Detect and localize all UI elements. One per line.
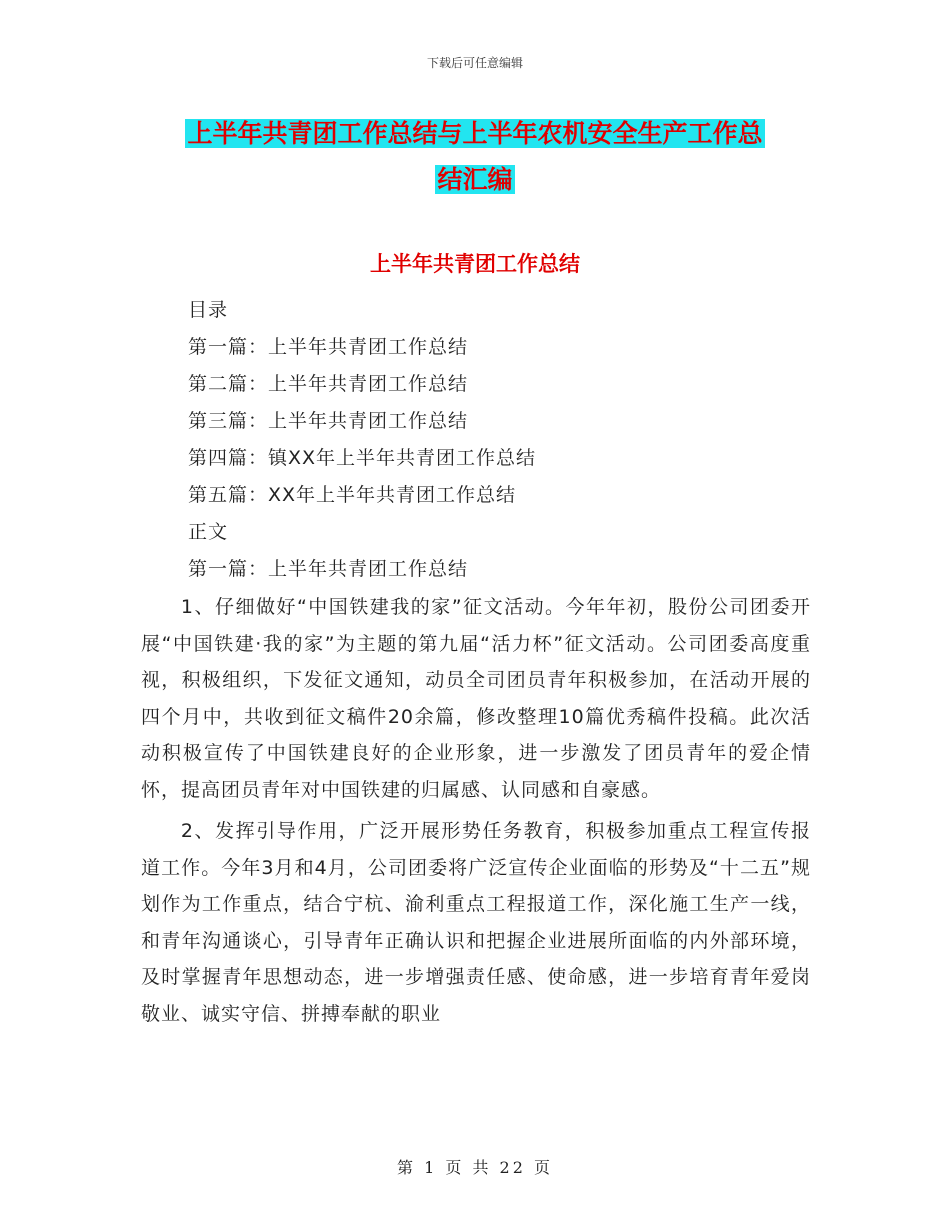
body-text bbox=[141, 589, 811, 1037]
page-footer: 第 1 页 共 22 页 bbox=[397, 1158, 553, 1177]
main-title-line-2 bbox=[0, 157, 950, 203]
table-of-contents bbox=[188, 292, 828, 588]
toc-line: 第二篇：上半年共青团工作总结 bbox=[188, 373, 469, 395]
main-title-line-1 bbox=[0, 111, 950, 157]
toc-line: 第一篇：上半年共青团工作总结 bbox=[188, 336, 469, 358]
main-title-text-2: 结汇编 bbox=[437, 165, 513, 194]
section-title: 上半年共青团工作总结 bbox=[370, 252, 580, 276]
main-title-text-1: 上半年共青团工作总结与上半年农机安全生产工作总 bbox=[187, 119, 763, 148]
toc-line: 目录 bbox=[188, 299, 229, 321]
toc-line: 第五篇：XX年上半年共青团工作总结 bbox=[188, 484, 517, 506]
paragraph: 1、仔细做好“中国铁建我的家”征文活动。今年年初，股份公司团委开展“中国铁建·我的家”为主题的第九届“活力杯”征文活动。公司团委高度重视，积极组织，下发征文通知，动员全司团员青年积极参加，在活动开展的四个月中，共收到征文稿件20余篇，修改整理10篇优秀稿件投稿。此次活动积极宣传了中国铁建良好的企业形象，进一步激发了团员青年的爱企情怀，提高团员青年对中国铁建的归属感、认同感和自豪感。 bbox=[141, 596, 811, 801]
header-note: 下载后可任意编辑 bbox=[426, 56, 523, 70]
toc-line: 正文 bbox=[188, 521, 229, 543]
paragraph: 2、发挥引导作用，广泛开展形势任务教育，积极参加重点工程宣传报道工作。今年3月和4月，公司团委将广泛宣传企业面临的形势及“十二五”规划作为工作重点，结合宁杭、渝利重点工程报道工作，深化施工生产一线，和青年沟通谈心，引导青年正确认识和把握企业进展所面临的内外部环境，及时掌握青年思想动态，进一步增强责任感、使命感，进一步培育青年爱岗敬业、诚实守信、拼搏奉献的职业 bbox=[141, 820, 811, 1025]
toc-line: 第一篇：上半年共青团工作总结 bbox=[188, 558, 469, 580]
toc-line: 第三篇：上半年共青团工作总结 bbox=[188, 410, 469, 432]
main-title bbox=[0, 111, 950, 203]
toc-line: 第四篇：镇XX年上半年共青团工作总结 bbox=[188, 447, 537, 469]
